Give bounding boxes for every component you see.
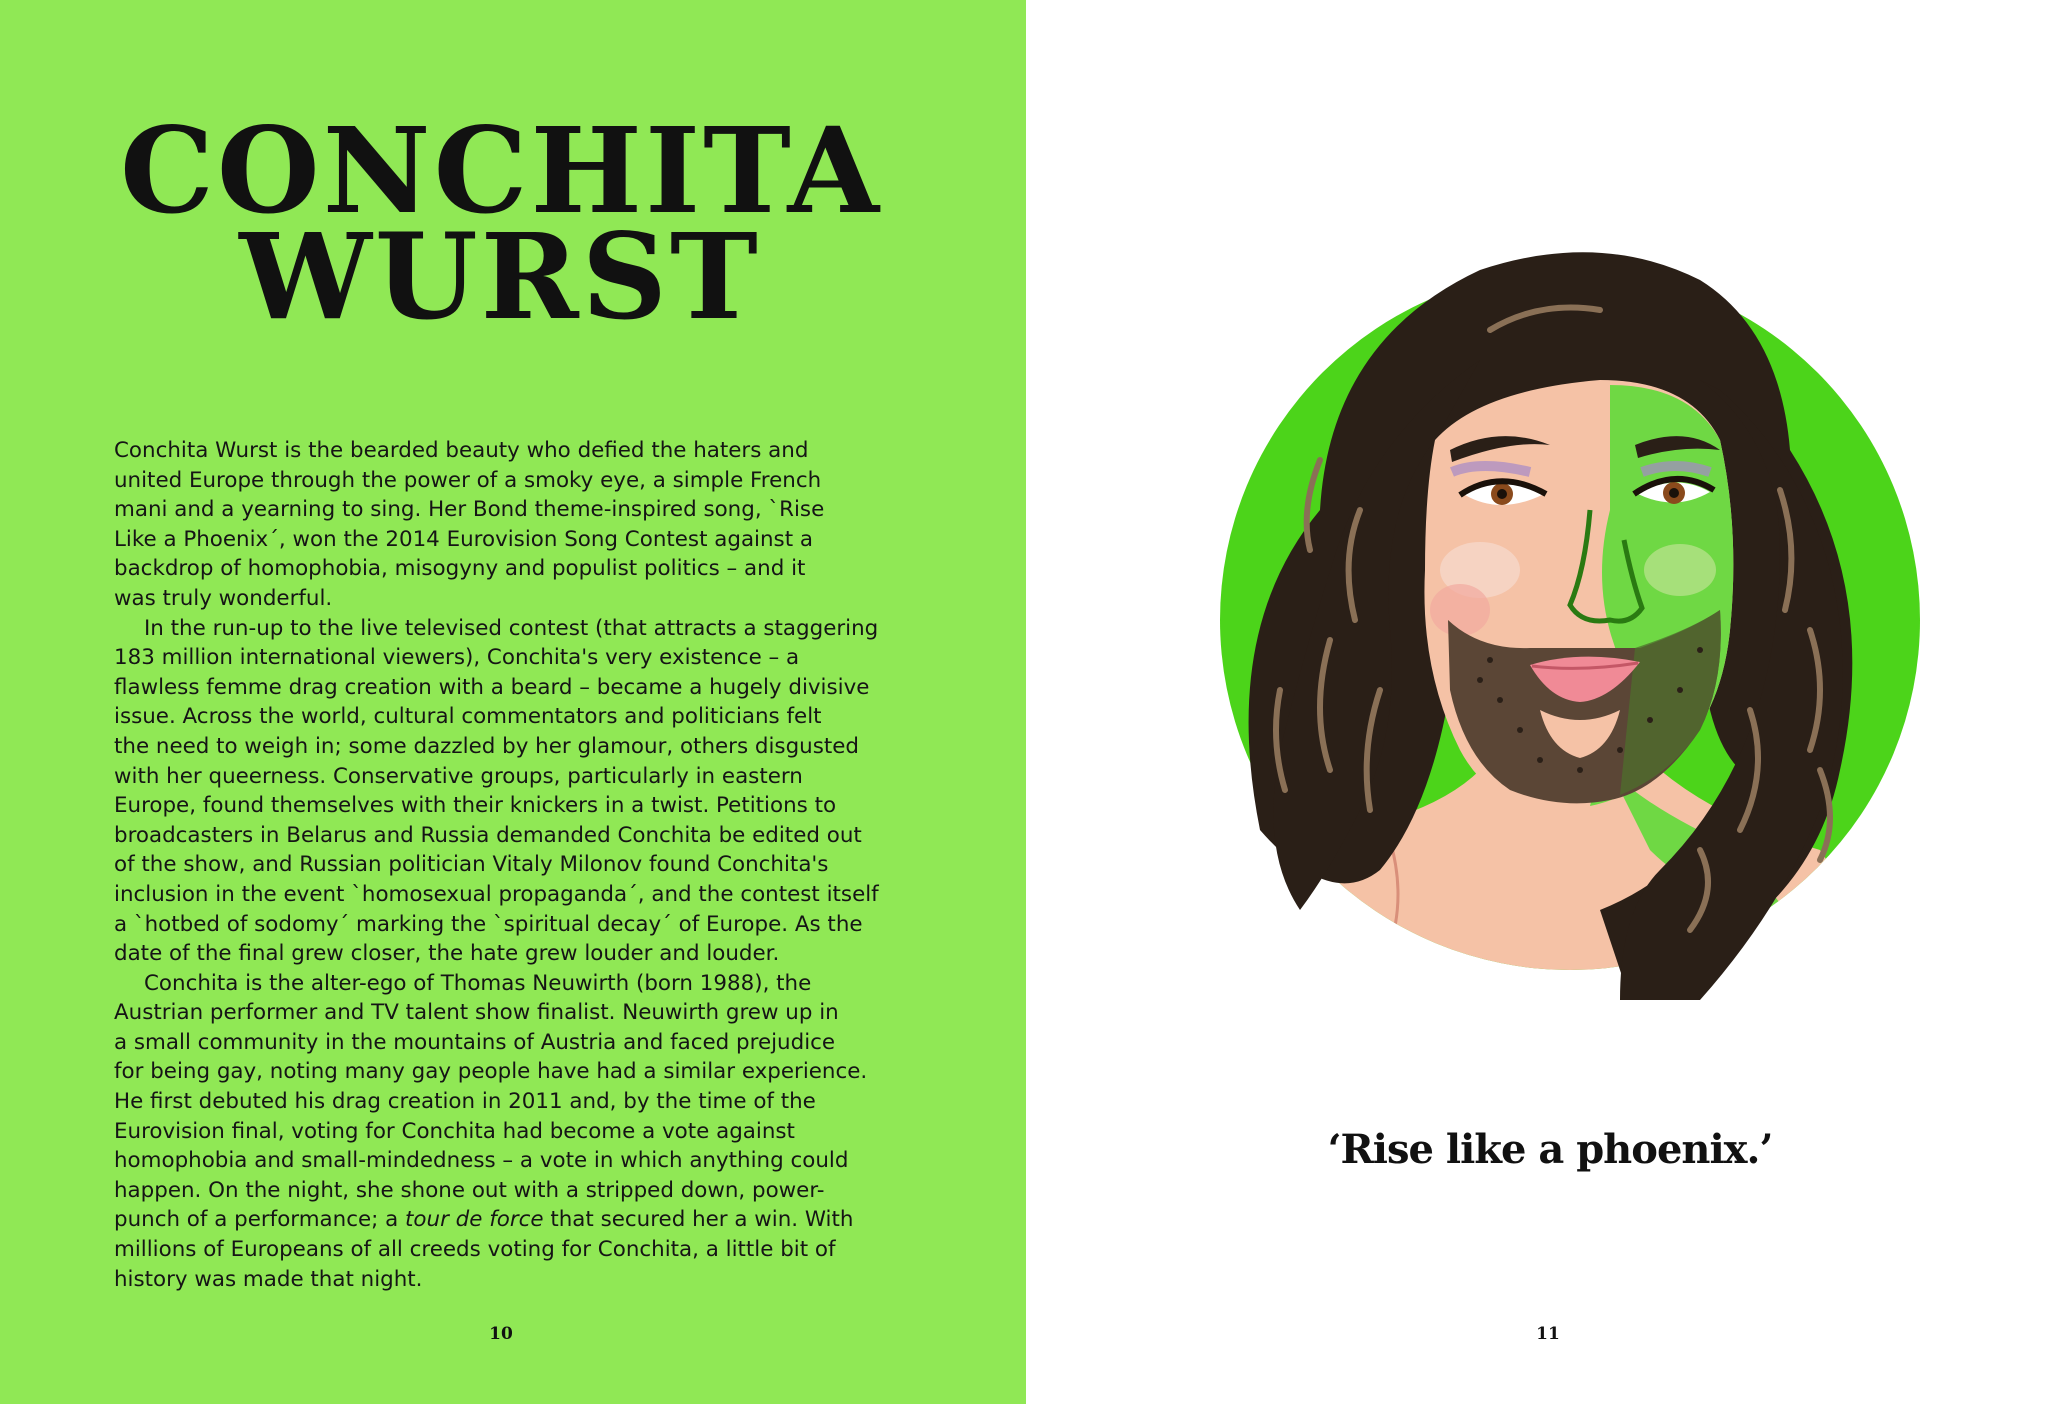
text-line: that secured her a win. With <box>543 1207 854 1233</box>
text-line: the need to weigh in; some dazzled by her glamour, others disgusted <box>114 733 859 759</box>
text-line: mani and a yearning to sing. Her Bond theme-inspired song, `Rise <box>114 497 825 523</box>
page-title <box>120 101 883 346</box>
text-line: broadcasters in Belarus and Russia demanded Conchita be edited out <box>114 822 862 848</box>
paragraph-1 <box>114 436 914 614</box>
text-line: millions of Europeans of all creeds voting for Conchita, a little bit of <box>114 1237 836 1263</box>
text-line: punch of a performance; a <box>114 1207 406 1233</box>
text-line: Conchita Wurst is the bearded beauty who defied the haters and <box>114 438 809 463</box>
text-line: flawless femme drag creation with a beard – became a hugely divisive <box>114 674 870 700</box>
pull-quote: ‘Rise like a phoenix.’ <box>1327 1126 1773 1173</box>
text-line: Eurovision final, voting for Conchita had become a vote against <box>114 1118 795 1144</box>
title-line-1: CONCHITA <box>120 101 883 240</box>
text-line: united Europe through the power of a smoky eye, a simple French <box>114 467 822 493</box>
text-line: issue. Across the world, cultural commentators and politicians felt <box>114 704 822 730</box>
text-line: for being gay, noting many gay people have had a similar experience. <box>114 1059 868 1085</box>
paragraph-2 <box>114 614 914 969</box>
text-line: happen. On the night, she shone out with a stripped down, power- <box>114 1177 825 1203</box>
text-line: Austrian performer and TV talent show finalist. Neuwirth grew up in <box>114 1000 839 1026</box>
page-number-left: 10 <box>489 1324 513 1344</box>
text-line: Conchita is the alter-ego of Thomas Neuwirth (born 1988), the <box>144 970 812 996</box>
page-number-right: 11 <box>1536 1324 1560 1344</box>
blush-left <box>1430 584 1490 636</box>
text-line: In the run-up to the live televised contest (that attracts a staggering <box>144 615 879 641</box>
text-line: inclusion in the event `homosexual propaganda´, and the contest itself <box>114 881 879 907</box>
text-line: Europe, found themselves with their knickers in a twist. Petitions to <box>114 793 837 819</box>
text-line: date of the final grew closer, the hate grew louder and louder. <box>114 941 780 967</box>
text-line: of the show, and Russian politician Vitaly Milonov found Conchita's <box>114 852 829 878</box>
text-line: He first debuted his drag creation in 2011 and, by the time of the <box>114 1089 816 1115</box>
text-line: homophobia and small-mindedness – a vote in which anything could <box>114 1148 849 1174</box>
portrait-illustration <box>1180 210 1920 1010</box>
text-line: with her queerness. Conservative groups, particularly in eastern <box>114 763 803 789</box>
text-line: 183 million international viewers), Conchita's very existence – a <box>114 645 800 671</box>
body-text <box>114 436 914 1294</box>
text-line: history was made that night. <box>114 1266 423 1292</box>
cheek-right <box>1644 544 1716 596</box>
text-line: a small community in the mountains of Austria and faced prejudice <box>114 1029 836 1055</box>
title-line-2: WURST <box>239 207 761 346</box>
paragraph-3 <box>114 969 914 1295</box>
italic-phrase: tour de force <box>405 1207 544 1233</box>
text-line: a `hotbed of sodomy´ marking the `spiritual decay´ of Europe. As the <box>114 911 863 937</box>
text-line: Like a Phoenix´, won the 2014 Eurovision Song Contest against a <box>114 526 813 552</box>
text-line: backdrop of homophobia, misogyny and populist politics – and it <box>114 556 806 582</box>
text-line: was truly wonderful. <box>114 585 333 611</box>
